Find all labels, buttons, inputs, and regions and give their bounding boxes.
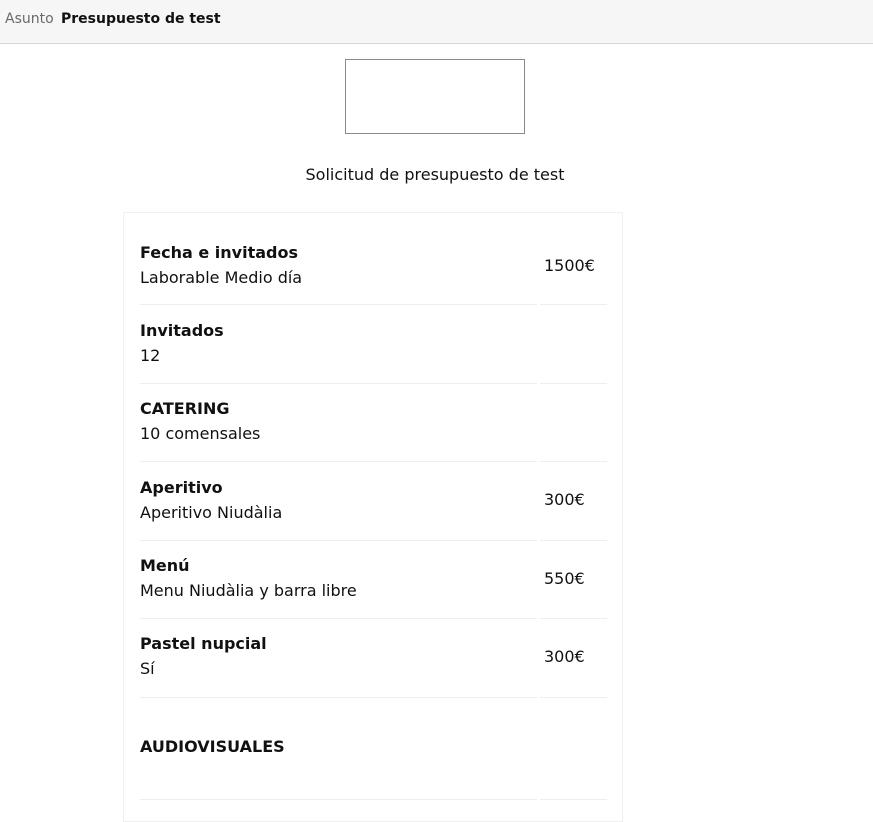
subject-value: Presupuesto de test [61,11,221,27]
item-detail: Laborable Medio día [140,268,303,287]
budget-row-price-cell [540,541,607,619]
email-header [0,0,873,44]
item-title: AUDIOVISUALES [140,737,285,756]
budget-row-price-cell [540,225,607,305]
subject-label: Asunto [5,11,54,27]
budget-row-main [140,384,537,462]
budget-row-main [140,619,537,698]
budget-row-price-cell [540,305,607,384]
item-detail: Menu Niudàlia y barra libre [140,581,357,600]
budget-card [123,212,623,822]
item-title: Menú [140,556,190,575]
item-title: Invitados [140,321,224,340]
budget-row [140,698,607,800]
item-price: 300€ [544,490,585,509]
budget-row [140,619,607,698]
budget-row-main [140,698,537,800]
item-price: 550€ [544,569,585,588]
budget-row [140,462,607,541]
item-title: Fecha e invitados [140,243,298,262]
item-detail: Sí [140,659,155,678]
budget-row-price-cell [540,462,607,541]
budget-row-main [140,541,537,619]
budget-row-main [140,462,537,541]
intro-text: Solicitud de presupuesto de test [305,165,565,184]
logo-image-placeholder [345,59,525,134]
budget-row [140,541,607,619]
item-title: Aperitivo [140,478,223,497]
budget-row-main [140,305,537,384]
budget-row-price-cell [540,698,607,800]
budget-row-price-cell [540,384,607,462]
item-detail: 10 comensales [140,424,261,443]
item-title: Pastel nupcial [140,634,267,653]
item-detail: Aperitivo Niudàlia [140,503,283,522]
item-price: 1500€ [544,256,595,275]
budget-row [140,305,607,384]
budget-row [140,225,607,305]
budget-row-main [140,225,537,305]
item-title: CATERING [140,399,230,418]
budget-row [140,384,607,462]
budget-row-price-cell [540,619,607,698]
item-detail: 12 [140,346,161,365]
item-price: 300€ [544,647,585,666]
